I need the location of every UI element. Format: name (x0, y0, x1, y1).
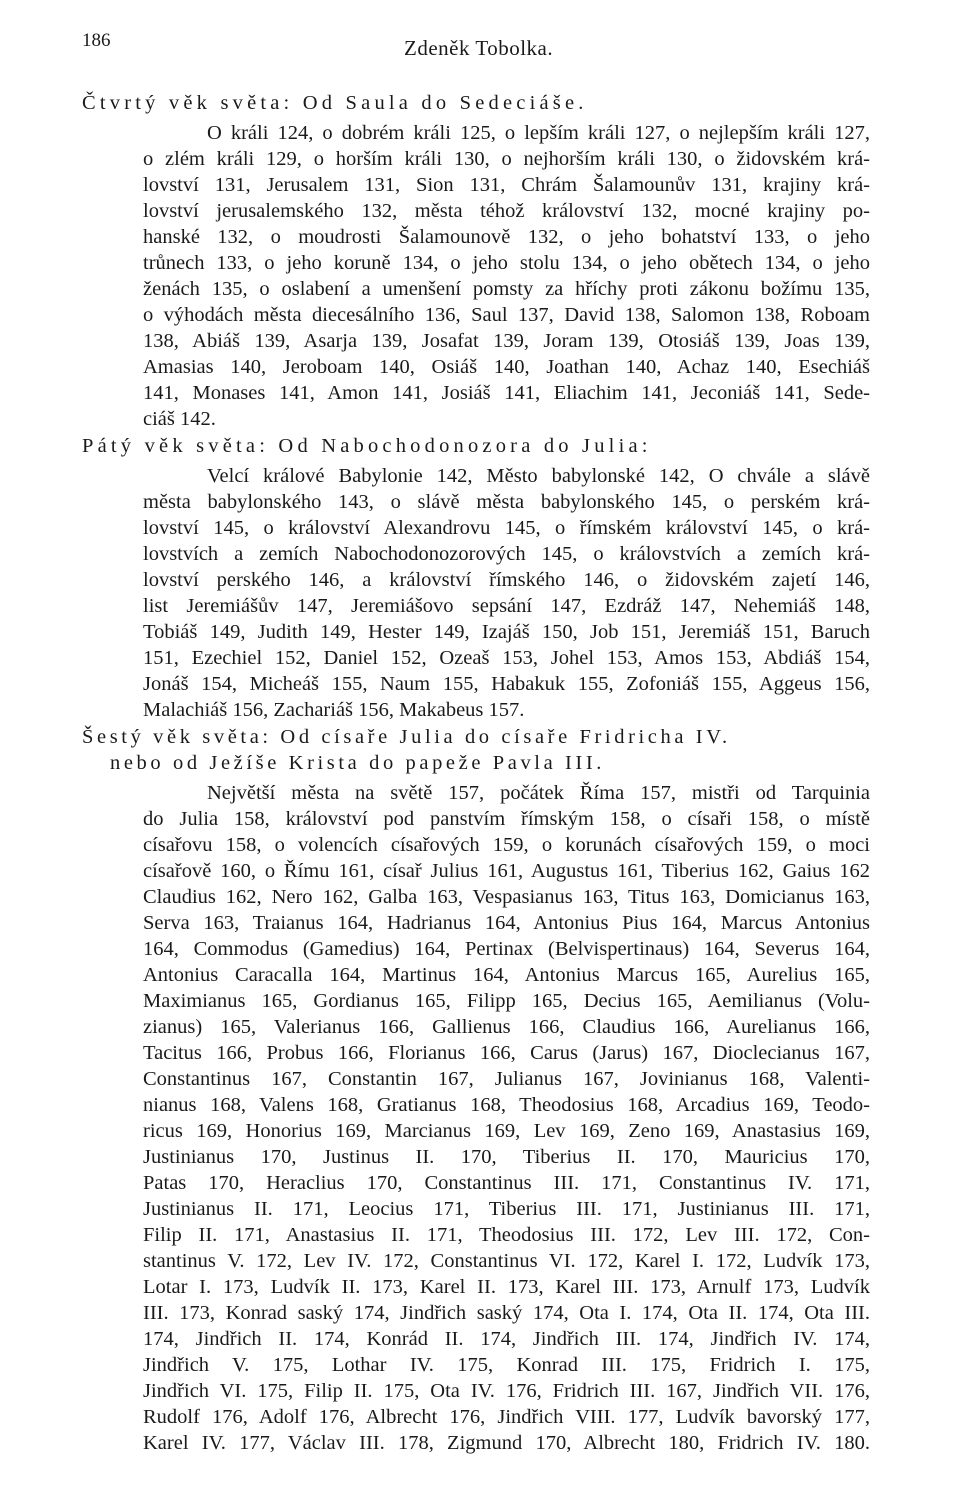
text-line: lovství perského 146, a království římského 146, o židovském zajetí 146, (143, 569, 870, 591)
section-heading: Šestý věk světa: Od císaře Julia do císaře Fridricha IV. (82, 726, 731, 748)
section-heading: Pátý věk světa: Od Nabochodonozora do Julia: (82, 435, 652, 457)
text-line: Justinianus 170, Justinus II. 170, Tiberius II. 170, Mauricius 170, (143, 1146, 870, 1168)
text-line: lovství jerusalemského 132, města téhož království 132, mocné krajiny po- (143, 200, 870, 222)
text-line: o zlém králi 129, o horším králi 130, o nejhorším králi 130, o židovském krá- (143, 148, 870, 170)
text-line: Filip II. 171, Anastasius II. 171, Theodosius III. 172, Lev III. 172, Con- (143, 1224, 870, 1246)
section-heading: nebo od Ježíše Krista do papeže Pavla III. (110, 752, 606, 774)
text-line: Jindřich VI. 175, Filip II. 175, Ota IV. 176, Fridrich III. 167, Jindřich VII. 176, (143, 1380, 870, 1402)
text-line: Malachiáš 156, Zachariáš 156, Makabeus 157. (143, 699, 525, 721)
text-line: Lotar I. 173, Ludvík II. 173, Karel II. 173, Karel III. 173, Arnulf 173, Ludvík (143, 1276, 870, 1298)
text-line: císařově 160, o Římu 161, císař Julius 161, Augustus 161, Tiberius 162, Gaius 162 (143, 860, 870, 882)
text-line: Constantinus 167, Constantin 167, Julianus 167, Jovinianus 168, Valenti- (143, 1068, 870, 1090)
text-line: Patas 170, Heraclius 170, Constantinus III. 171, Constantinus IV. 171, (143, 1172, 870, 1194)
text-line: list Jeremiášův 147, Jeremiášovo sepsání 147, Ezdráž 147, Nehemiáš 148, (143, 595, 870, 617)
text-line: stantinus V. 172, Lev IV. 172, Constantinus VI. 172, Karel I. 172, Ludvík 173, (143, 1250, 870, 1272)
text-line: Velcí králové Babylonie 142, Město babylonské 142, O chvále a slávě (207, 465, 870, 487)
text-line: Antonius Caracalla 164, Martinus 164, Antonius Marcus 165, Aurelius 165, (143, 964, 870, 986)
text-line: nianus 168, Valens 168, Gratianus 168, Theodosius 168, Arcadius 169, Teodo- (143, 1094, 870, 1116)
text-line: ženách 135, o oslabení a umenšení pomsty za hříchy proti zákonu božímu 135, (143, 278, 870, 300)
text-line: Claudius 162, Nero 162, Galba 163, Vespasianus 163, Titus 163, Domicianus 163, (143, 886, 870, 908)
text-line: lovství 131, Jerusalem 131, Sion 131, Chrám Šalamounův 131, krajiny krá- (143, 174, 870, 196)
text-line: hanské 132, o moudrosti Šalamounově 132, o jeho bohatství 133, o jeho (143, 226, 870, 248)
section-heading: Čtvrtý věk světa: Od Saula do Sedeciáše. (82, 92, 588, 114)
text-line: Justinianus II. 171, Leocius 171, Tiberius III. 171, Justinianus III. 171, (143, 1198, 870, 1220)
text-line: lovstvích a zemích Nabochodonozorových 145, o královstvích a zemích krá- (143, 543, 870, 565)
text-line: III. 173, Konrad saský 174, Jindřich saský 174, Ota I. 174, Ota II. 174, Ota III. (143, 1302, 870, 1324)
text-line: ciáš 142. (143, 408, 216, 430)
text-line: Maximianus 165, Gordianus 165, Filipp 165, Decius 165, Aemilianus (Volu- (143, 990, 870, 1012)
text-line: 138, Abiáš 139, Asarja 139, Josafat 139, Joram 139, Otosiáš 139, Joas 139, (143, 330, 870, 352)
text-line: 174, Jindřich II. 174, Konrád II. 174, Jindřich III. 174, Jindřich IV. 174, (143, 1328, 870, 1350)
page-header (0, 30, 960, 70)
text-line: Jonáš 154, Micheáš 155, Naum 155, Habakuk 155, Zofoniáš 155, Aggeus 156, (143, 673, 870, 695)
text-line: města babylonského 143, o slávě města babylonského 145, o perském krá- (143, 491, 870, 513)
text-line: Karel IV. 177, Václav III. 178, Zigmund 170, Albrecht 180, Fridrich IV. 180. (143, 1432, 870, 1454)
text-line: Tobiáš 149, Judith 149, Hester 149, Izajáš 150, Job 151, Jeremiáš 151, Baruch (143, 621, 870, 643)
page-number: 186 (82, 30, 111, 51)
text-line: O králi 124, o dobrém králi 125, o lepším králi 127, o nejlepším králi 127, (207, 122, 870, 144)
text-line: 151, Ezechiel 152, Daniel 152, Ozeaš 153, Johel 153, Amos 153, Abdiáš 154, (143, 647, 870, 669)
text-line: Amasias 140, Jeroboam 140, Osiáš 140, Joathan 140, Achaz 140, Esechiáš (143, 356, 870, 378)
text-line: 141, Monases 141, Amon 141, Josiáš 141, Eliachim 141, Jeconiáš 141, Sede- (143, 382, 870, 404)
text-line: lovství 145, o království Alexandrovu 145, o římském království 145, o krá- (143, 517, 870, 539)
text-line: zianus) 165, Valerianus 166, Gallienus 166, Claudius 166, Aurelianus 166, (143, 1016, 870, 1038)
text-line: Serva 163, Traianus 164, Hadrianus 164, Antonius Pius 164, Marcus Antonius (143, 912, 870, 934)
text-line: o výhodách města diecesálního 136, Saul 137, David 138, Salomon 138, Roboam (143, 304, 870, 326)
text-line: do Julia 158, království pod panstvím římským 158, o císaři 158, o místě (143, 808, 870, 830)
text-line: ricus 169, Honorius 169, Marcianus 169, Lev 169, Zeno 169, Anastasius 169, (143, 1120, 870, 1142)
text-line: císařovu 158, o volencích císařových 159, o korunách císařových 159, o moci (143, 834, 870, 856)
text-line: 164, Commodus (Gamedius) 164, Pertinax (Belvispertinaus) 164, Severus 164, (143, 938, 870, 960)
text-line: Jindřich V. 175, Lothar IV. 175, Konrad III. 175, Fridrich I. 175, (143, 1354, 870, 1376)
text-line: Tacitus 166, Probus 166, Florianus 166, Carus (Jarus) 167, Dioclecianus 167, (143, 1042, 870, 1064)
running-title: Zdeněk Tobolka. (404, 36, 554, 60)
text-line: Rudolf 176, Adolf 176, Albrecht 176, Jindřich VIII. 177, Ludvík bavorský 177, (143, 1406, 870, 1428)
text-line: Největší města na světě 157, počátek Říma 157, mistři od Tarquinia (207, 782, 870, 804)
text-line: trůnech 133, o jeho koruně 134, o jeho stolu 134, o jeho obětech 134, o jeho (143, 252, 870, 274)
